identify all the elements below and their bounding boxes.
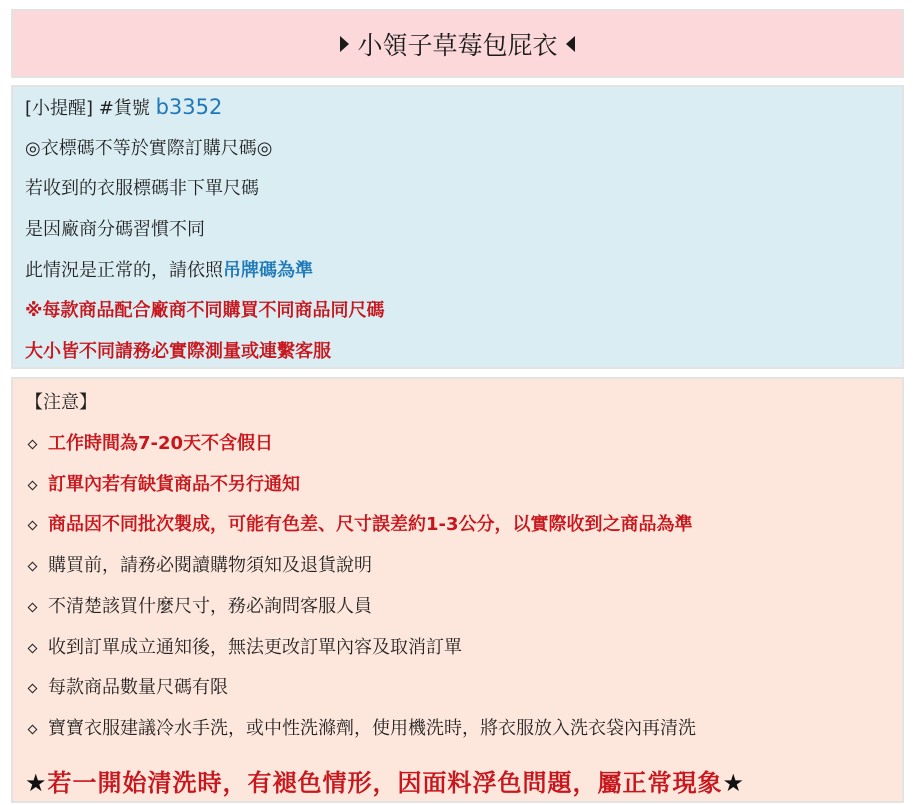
diamond-bullet-icon bbox=[28, 439, 38, 449]
diamond-bullet-icon bbox=[28, 602, 38, 612]
triangle-left-icon bbox=[566, 36, 575, 52]
wash-fade-warning bbox=[25, 763, 745, 798]
star-icon: ★ bbox=[25, 769, 48, 797]
notice-panel bbox=[11, 377, 904, 803]
size-mismatch-line: 若收到的衣服標碼非下單尺碼 bbox=[25, 178, 259, 199]
vendor-size-warning: ※每款商品配合廠商不同購買不同商品同尺碼 bbox=[25, 300, 385, 321]
measure-warning: 大小皆不同請務必實際測量或連繫客服 bbox=[25, 341, 331, 362]
title-banner bbox=[11, 9, 904, 78]
size-note-line: ◎衣標碼不等於實際訂購尺碼◎ bbox=[25, 138, 273, 159]
notice-item bbox=[25, 595, 372, 619]
diamond-bullet-icon bbox=[28, 520, 38, 530]
notice-heading: 【注意】 bbox=[25, 392, 97, 413]
notice-item-text: 工作時間為7-20天不含假日 bbox=[48, 433, 274, 454]
notice-item-text: 商品因不同批次製成，可能有色差、尺寸誤差約1-3公分，以實際收到之商品為準 bbox=[48, 514, 693, 535]
notice-item-text: 收到訂單成立通知後，無法更改訂單內容及取消訂單 bbox=[48, 637, 462, 658]
diamond-bullet-icon bbox=[28, 683, 38, 693]
notice-item-text: 不清楚該買什麼尺寸，務必詢問客服人員 bbox=[48, 596, 372, 617]
vendor-habit-line: 是因廠商分碼習慣不同 bbox=[25, 219, 205, 240]
diamond-bullet-icon bbox=[28, 480, 38, 490]
notice-item bbox=[25, 554, 372, 578]
notice-item-text: 每款商品數量尺碼有限 bbox=[48, 677, 228, 698]
reminder-sku-line bbox=[25, 95, 222, 121]
wash-fade-text: 若一開始清洗時，有褪色情形，因面料浮色問題，屬正常現象 bbox=[47, 769, 723, 797]
notice-item-text: 購買前，請務必閱讀購物須知及退貨說明 bbox=[48, 555, 372, 576]
reminder-panel bbox=[11, 85, 904, 369]
tag-size-prefix: 此情況是正常的，請依照 bbox=[25, 260, 223, 281]
notice-item bbox=[25, 676, 228, 700]
notice-item bbox=[25, 432, 273, 456]
star-icon: ★ bbox=[722, 769, 746, 797]
diamond-bullet-icon bbox=[28, 561, 38, 571]
tag-size-highlight: 吊牌碼為準 bbox=[223, 260, 313, 281]
tag-size-line bbox=[25, 259, 313, 283]
triangle-right-icon bbox=[340, 36, 349, 52]
diamond-bullet-icon bbox=[28, 724, 38, 734]
notice-item bbox=[25, 473, 300, 497]
reminder-prefix: [小提醒] #貨號 bbox=[25, 98, 156, 119]
diamond-bullet-icon bbox=[28, 643, 38, 653]
title-row bbox=[340, 26, 574, 62]
sku-code: b3352 bbox=[155, 95, 223, 119]
product-title: 小領子草莓包屁衣 bbox=[357, 30, 558, 60]
notice-item bbox=[25, 636, 462, 660]
notice-item bbox=[25, 513, 693, 537]
notice-item bbox=[25, 717, 696, 741]
notice-item-text: 訂單內若有缺貨商品不另行通知 bbox=[48, 474, 300, 495]
notice-item-text: 寶寶衣服建議冷水手洗，或中性洗滌劑，使用機洗時，將衣服放入洗衣袋內再清洗 bbox=[48, 718, 696, 739]
